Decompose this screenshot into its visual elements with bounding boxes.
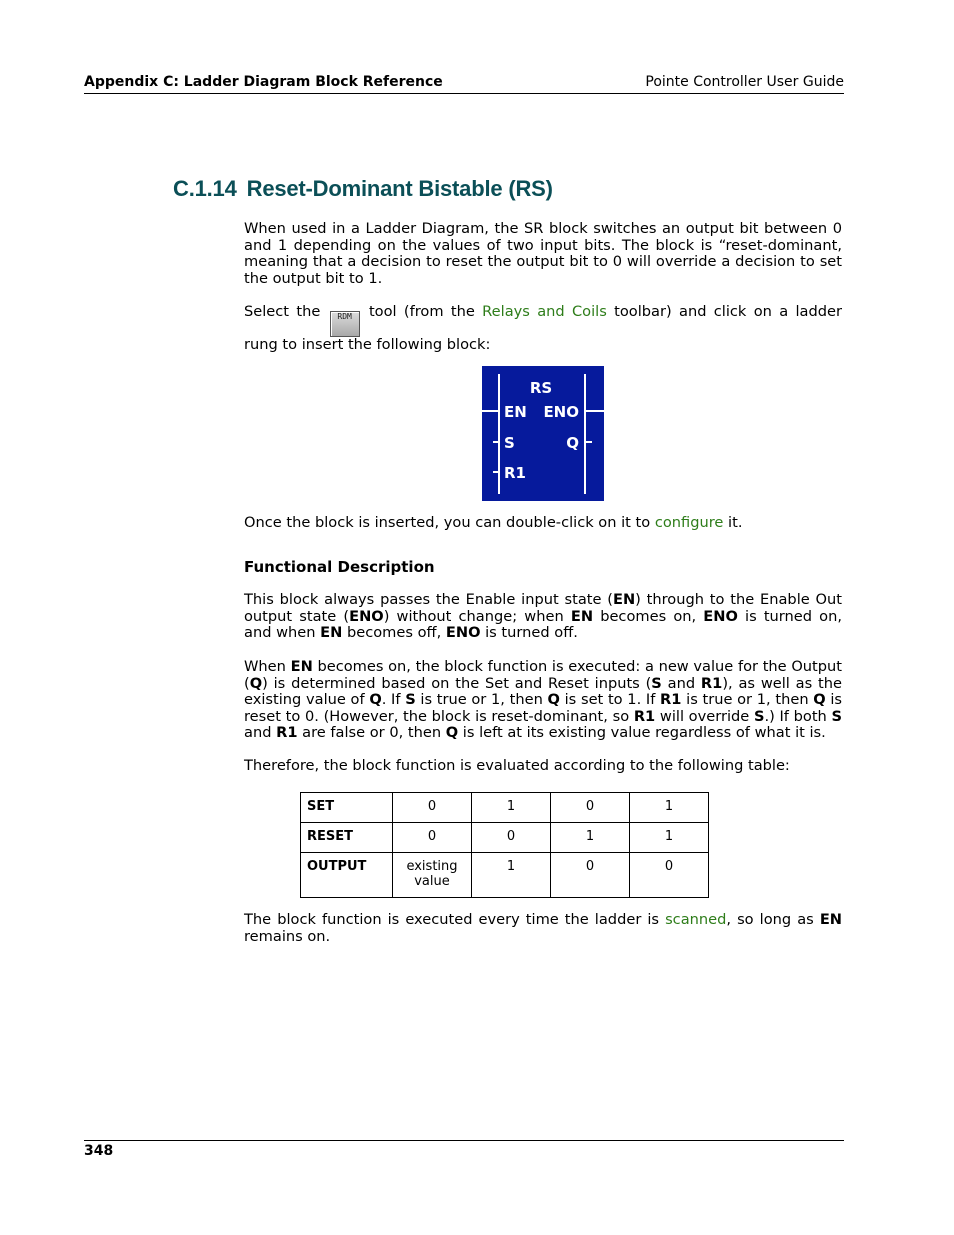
select-tool-paragraph <box>244 304 842 354</box>
table-intro-text: Therefore, the block function is evaluated according to the following table: <box>244 757 790 774</box>
page-number: 348 <box>84 1143 114 1159</box>
block-title-label: RS <box>529 379 553 397</box>
table-cell: 1 <box>630 793 709 823</box>
row-label-set: SET <box>301 793 393 823</box>
en-label: EN <box>504 403 527 421</box>
bold-term: Q <box>249 674 263 692</box>
bold-term: EN <box>819 911 842 928</box>
text: This block always passes the Enable input state ( <box>244 591 613 608</box>
text: becomes on, the block function is executed: a new value for the Output ( <box>244 658 843 692</box>
header-guide-title: Pointe Controller User Guide <box>645 74 844 90</box>
configure-paragraph <box>244 515 842 532</box>
relays-and-coils-link[interactable]: Relays and Coils <box>482 303 607 320</box>
text: When <box>244 658 291 675</box>
table-cell: 0 <box>472 823 551 853</box>
scanned-link[interactable]: scanned <box>665 911 727 928</box>
text: ) is determined based on the Set and Reset inputs ( <box>262 674 652 692</box>
rdm-tool-icon-label: RDM <box>337 312 352 321</box>
table-cell: 1 <box>472 853 551 898</box>
final-text-after: remains on. <box>244 927 331 945</box>
table-cell: 0 <box>393 823 472 853</box>
bold-term: EN <box>320 624 343 642</box>
rdm-tool-icon[interactable] <box>330 311 360 337</box>
table-cell: 1 <box>551 823 630 853</box>
table-cell: 0 <box>630 853 709 898</box>
table-cell: 1 <box>630 823 709 853</box>
functional-paragraph-1 <box>244 592 842 642</box>
configure-text-after: it. <box>723 514 743 531</box>
text: is set to 1. If <box>559 691 661 709</box>
text: is true or 1, then <box>681 691 814 709</box>
text: is turned on, and when <box>244 607 843 642</box>
bold-term: S <box>831 707 842 725</box>
text: ) without change; when <box>383 607 571 625</box>
select-text-middle: tool (from the <box>361 303 483 320</box>
bold-term: Q <box>547 691 560 709</box>
intro-paragraph <box>244 221 842 287</box>
bold-term: ENO <box>349 607 384 625</box>
text: are false or 0, then <box>297 724 446 742</box>
text: and <box>244 724 277 742</box>
text: . If <box>381 691 406 709</box>
section-title <box>173 176 553 202</box>
select-text-before: Select the <box>244 303 321 320</box>
table-row <box>301 853 709 898</box>
bold-term: R1 <box>660 691 682 709</box>
eno-label: ENO <box>543 403 579 421</box>
text: ), as well as the existing value of <box>244 674 842 709</box>
section-number: C.1.14 <box>173 176 237 201</box>
table-intro-paragraph <box>244 758 842 775</box>
final-text-before: The block function is executed every time the ladder is <box>244 911 666 928</box>
footer-rule <box>84 1140 844 1141</box>
bold-term: S <box>651 674 662 692</box>
bold-term: ENO <box>445 624 481 642</box>
truth-table <box>300 792 709 898</box>
configure-text-before: Once the block is inserted, you can double-click on it to <box>244 514 655 531</box>
page-header <box>84 73 844 94</box>
bold-term: Q <box>813 691 826 709</box>
final-paragraph <box>244 912 842 945</box>
table-cell: 0 <box>551 793 630 823</box>
table-cell: 1 <box>472 793 551 823</box>
bold-term: Q <box>369 691 382 709</box>
bold-term: EN <box>612 591 636 608</box>
q-label: Q <box>566 434 579 452</box>
select-text-after: toolbar) and click on a ladder rung to insert the following block: <box>244 303 842 353</box>
table-row <box>301 793 709 823</box>
bold-term: R1 <box>633 707 656 725</box>
text: becomes off, <box>342 624 446 642</box>
intro-text: When used in a Ladder Diagram, the SR block switches an output bit between 0 and 1 depending on the values of two input bits. The block is “reset-dominant, meaning that a decision to reset the output bit to 0 will override a decision to set the output bit to 1. <box>244 220 842 287</box>
functional-paragraph-2 <box>244 659 842 742</box>
bold-term: S <box>405 691 416 709</box>
table-row <box>301 823 709 853</box>
s-label: S <box>504 434 515 452</box>
bold-term: Q <box>445 724 459 742</box>
bold-term: S <box>753 707 765 725</box>
final-text-middle: , so long as <box>726 911 820 928</box>
bold-term: R1 <box>700 674 723 692</box>
section-title-text: Reset-Dominant Bistable (RS) <box>246 176 553 201</box>
bold-term: EN <box>290 658 313 675</box>
text: is true or 1, then <box>415 691 548 709</box>
functional-description-heading: Functional Description <box>244 558 435 576</box>
configure-link[interactable]: configure <box>654 514 724 531</box>
text: is left at its existing value regardless of what it is. <box>458 724 826 742</box>
header-chapter-title: Appendix C: Ladder Diagram Block Reference <box>84 74 443 90</box>
r1-label: R1 <box>504 464 526 482</box>
text: becomes on, <box>593 607 704 625</box>
table-cell: existing value <box>393 853 472 898</box>
text: and <box>661 674 701 692</box>
bold-term: EN <box>570 607 594 625</box>
row-label-reset: RESET <box>301 823 393 853</box>
rs-block-diagram <box>482 366 604 501</box>
rs-block-svg <box>482 366 604 501</box>
text: will override <box>655 707 754 725</box>
text: is turned off. <box>480 624 578 642</box>
text: .) If both <box>764 707 832 725</box>
bold-term: ENO <box>703 607 738 625</box>
text: ) through to the Enable Out output state ( <box>244 591 842 625</box>
table-cell: 0 <box>551 853 630 898</box>
row-label-output: OUTPUT <box>301 853 393 898</box>
text: is reset to 0. (However, the block is reset-dominant, so <box>244 691 843 725</box>
bold-term: R1 <box>276 724 298 742</box>
table-cell: 0 <box>393 793 472 823</box>
